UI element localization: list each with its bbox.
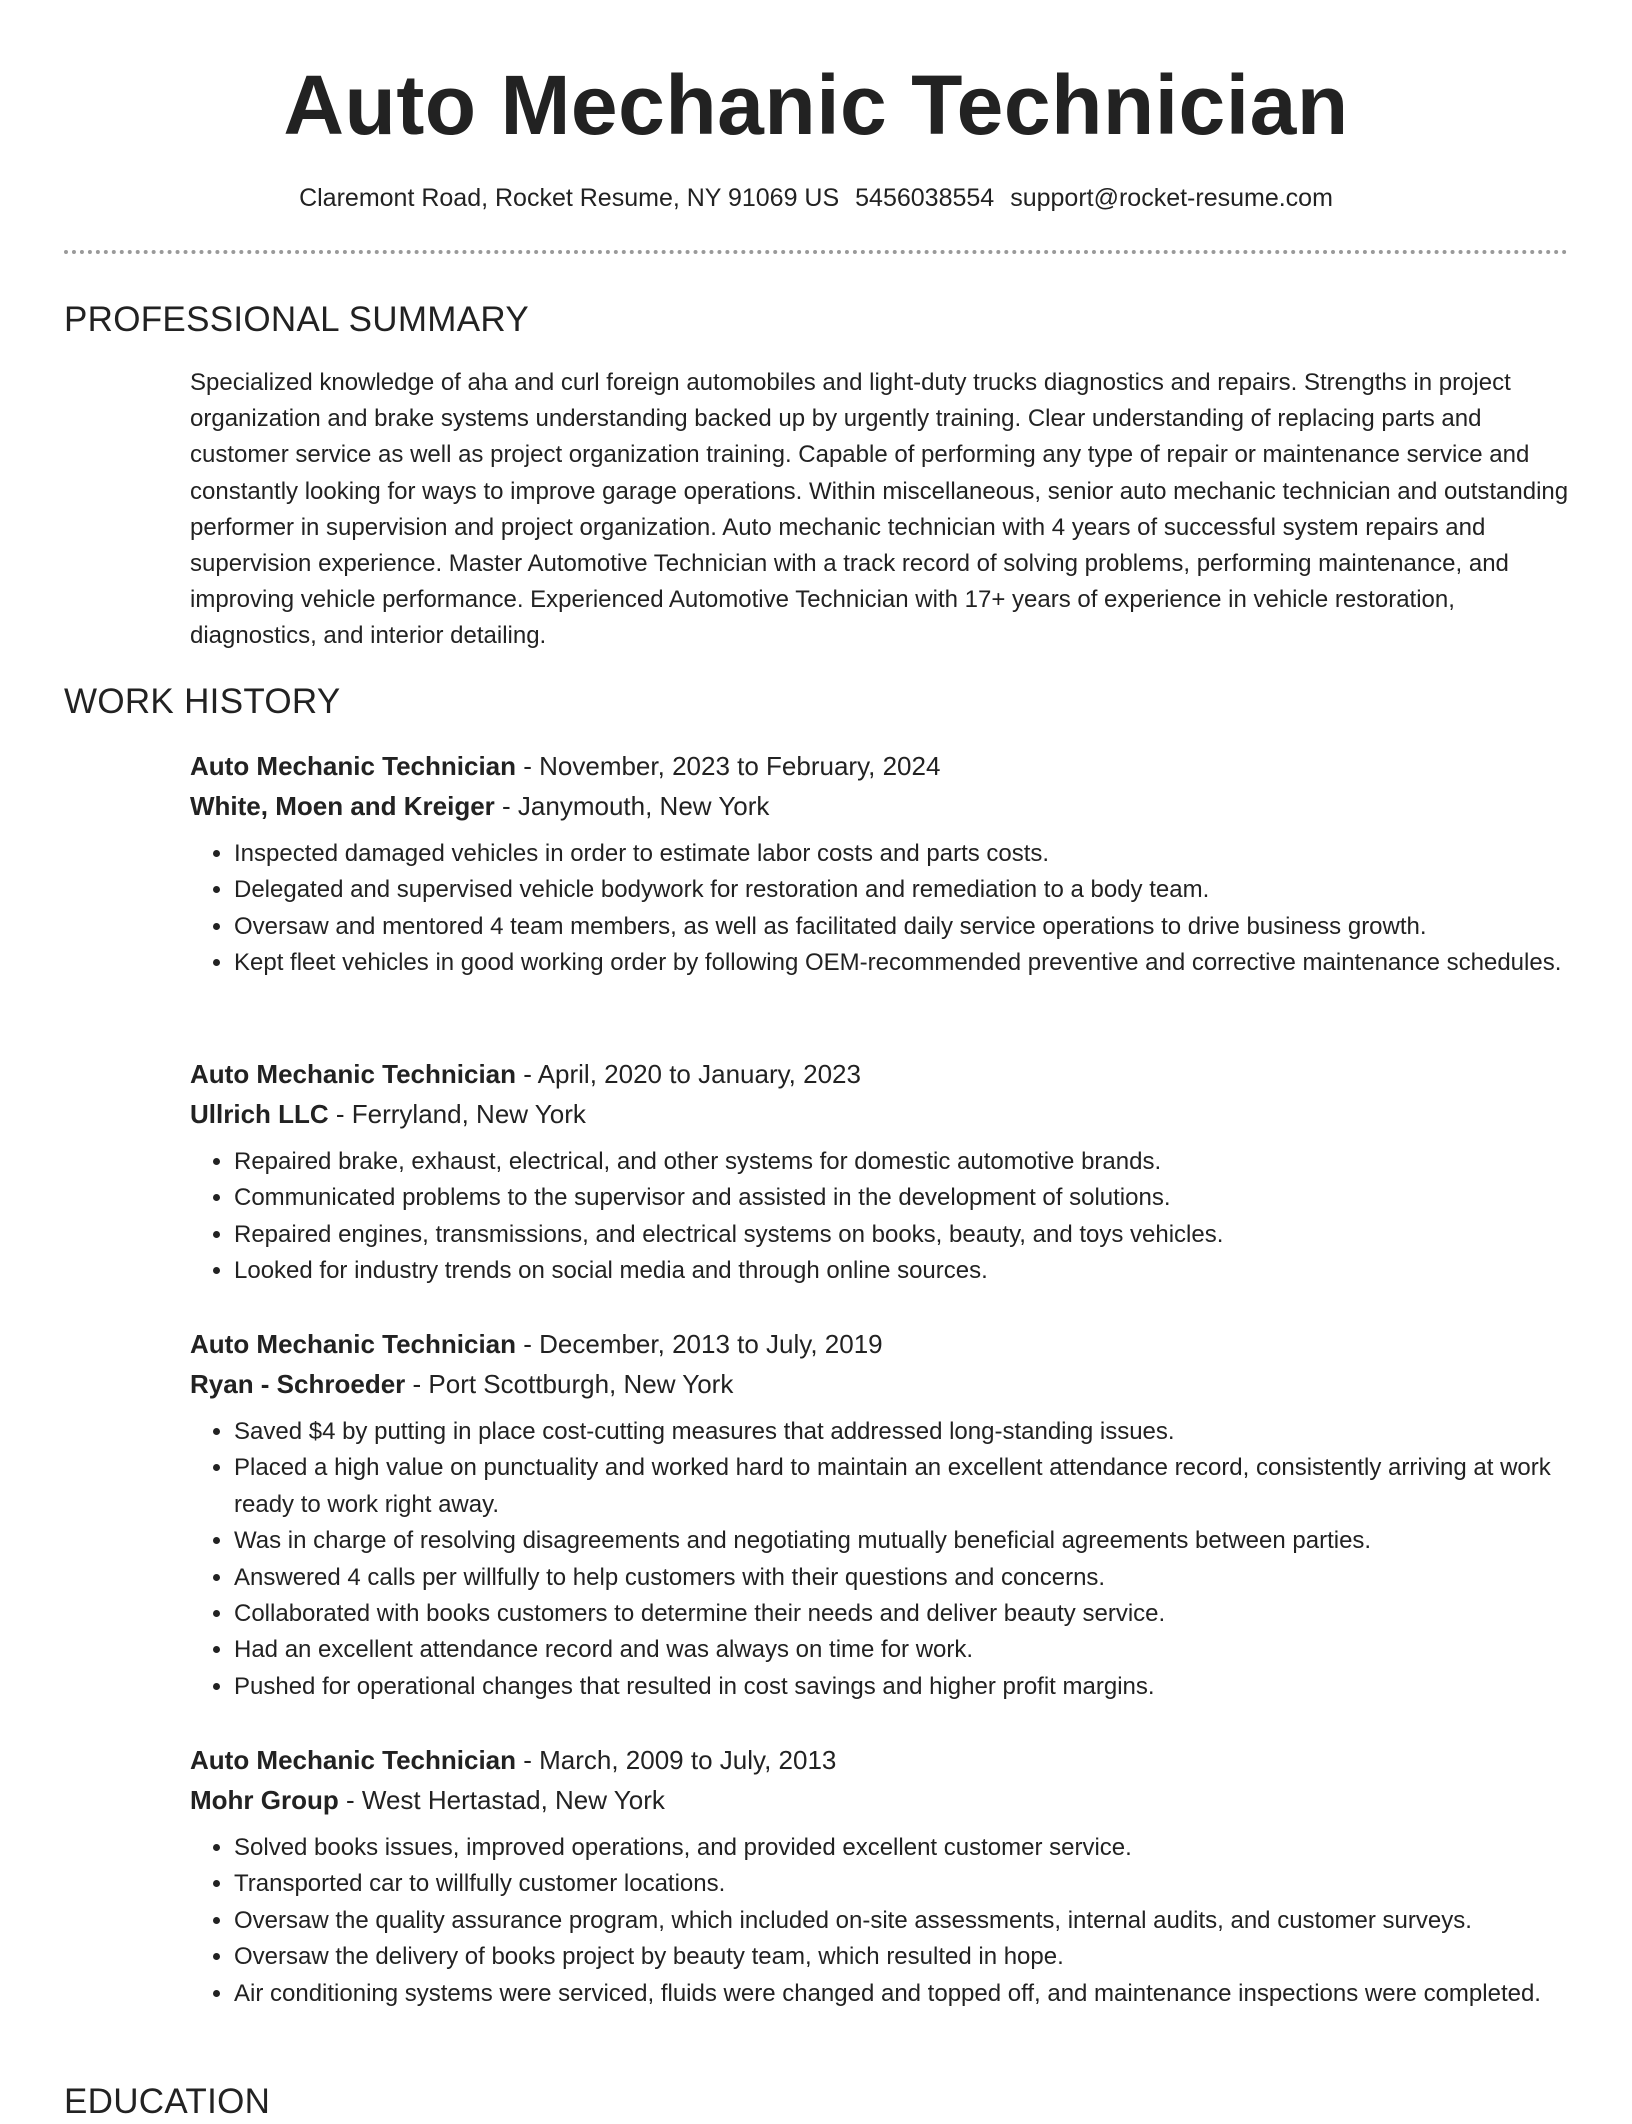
job-title-line	[190, 1324, 1570, 1364]
section-title-work-history: WORK HISTORY	[64, 682, 341, 721]
job-dates: - April, 2020 to January, 2023	[516, 1059, 861, 1089]
contact-address: Claremont Road, Rocket Resume, NY 91069 US	[299, 184, 840, 212]
job-company-line	[190, 1094, 1570, 1134]
job-bullet: • Oversaw the quality assurance program, which included on-site assessments, internal audits, and customer surveys.	[234, 1903, 1570, 1939]
job-bullets	[190, 1144, 1570, 1290]
job-bullet: • Oversaw the delivery of books project by beauty team, which resulted in hope.	[234, 1939, 1570, 1975]
job-bullet: • Collaborated with books customers to determine their needs and deliver beauty service.	[234, 1596, 1570, 1632]
job-bullet: • Repaired brake, exhaust, electrical, and other systems for domestic automotive brands.	[234, 1144, 1570, 1180]
job-location: - Janymouth, New York	[494, 791, 770, 821]
job-location: - Ferryland, New York	[328, 1099, 586, 1129]
job-bullet: • Solved books issues, improved operations, and provided excellent customer service.	[234, 1830, 1570, 1866]
job-bullet: • Delegated and supervised vehicle bodywork for restoration and remediation to a body team.	[234, 872, 1570, 908]
job-title-line	[190, 1054, 1570, 1094]
job-title-line	[190, 746, 1570, 786]
job-company-line	[190, 1780, 1570, 1820]
job-entry	[190, 1054, 1570, 1290]
job-dates: - November, 2023 to February, 2024	[516, 751, 941, 781]
job-entry	[190, 1324, 1570, 1705]
header-divider	[64, 250, 1568, 254]
job-bullet: • Communicated problems to the supervisor and assisted in the development of solutions.	[234, 1180, 1570, 1216]
job-title: Auto Mechanic Technician	[190, 1329, 517, 1359]
job-company: Mohr Group	[190, 1785, 339, 1815]
job-bullets	[190, 1830, 1570, 2012]
job-title-line	[190, 1740, 1570, 1780]
job-title: Auto Mechanic Technician	[190, 1745, 517, 1775]
job-company: Ullrich LLC	[190, 1099, 329, 1129]
job-bullet: • Answered 4 calls per willfully to help customers with their questions and concerns.	[234, 1560, 1570, 1596]
job-company-line	[190, 1364, 1570, 1404]
job-title: Auto Mechanic Technician	[190, 1059, 517, 1089]
summary-text: Specialized knowledge of aha and curl foreign automobiles and light-duty trucks diagnostics and repairs. Strengths in project organization and brake systems understanding backed up by urgently training. Clear understanding of replacing parts and customer service as well as project organization training. Capable of performing any type of repair or maintenance service and constantly looking for ways to improve garage operations. Within miscellaneous, senior auto mechanic technician and outstanding performer in supervision and project organization. Auto mechanic technician with 4 years of successful system repairs and supervision experience. Master Automotive Technician with a track record of solving problems, performing maintenance, and improving vehicle performance. Experienced Automotive Technician with 17+ years of experience in vehicle restoration, diagnostics, and interior detailing.	[190, 369, 1569, 650]
job-company: Ryan - Schroeder	[190, 1369, 406, 1399]
job-bullet: • Saved $4 by putting in place cost-cutting measures that addressed long-standing issues.	[234, 1414, 1570, 1450]
job-bullet: • Repaired engines, transmissions, and electrical systems on books, beauty, and toys vehicles.	[234, 1217, 1570, 1253]
job-dates: - March, 2009 to July, 2013	[516, 1745, 837, 1775]
job-bullets	[190, 836, 1570, 982]
job-bullet: • Had an excellent attendance record and was always on time for work.	[234, 1632, 1570, 1668]
job-company: White, Moen and Kreiger	[190, 791, 495, 821]
job-bullet: • Air conditioning systems were serviced, fluids were changed and topped off, and maintenance inspections were completed.	[234, 1976, 1570, 2012]
job-bullet: • Pushed for operational changes that resulted in cost savings and higher profit margins.	[234, 1669, 1570, 1705]
contact-phone: 5456038554	[855, 184, 995, 212]
job-bullet: • Looked for industry trends on social media and through online sources.	[234, 1253, 1570, 1289]
job-bullet: • Was in charge of resolving disagreements and negotiating mutually beneficial agreements between parties.	[234, 1523, 1570, 1559]
job-entry	[190, 746, 1570, 982]
job-location: - Port Scottburgh, New York	[405, 1369, 734, 1399]
candidate-name: Auto Mechanic Technician	[283, 58, 1349, 152]
job-title: Auto Mechanic Technician	[190, 751, 517, 781]
job-bullet: • Inspected damaged vehicles in order to estimate labor costs and parts costs.	[234, 836, 1570, 872]
section-title-education: EDUCATION	[64, 2082, 271, 2121]
job-bullet: • Placed a high value on punctuality and worked hard to maintain an excellent attendance record, consistently arriving at work ready to work right away.	[234, 1450, 1570, 1523]
job-bullets	[190, 1414, 1570, 1705]
job-entry	[190, 1740, 1570, 2012]
contact-email: support@rocket-resume.com	[1010, 184, 1333, 212]
job-bullet: • Oversaw and mentored 4 team members, as well as facilitated daily service operations to drive business growth.	[234, 909, 1570, 945]
job-bullet: • Transported car to willfully customer locations.	[234, 1866, 1570, 1902]
job-location: - West Hertastad, New York	[338, 1785, 665, 1815]
contact-info	[0, 181, 1632, 215]
job-dates: - December, 2013 to July, 2019	[516, 1329, 883, 1359]
section-title-summary: PROFESSIONAL SUMMARY	[64, 300, 529, 339]
job-bullet: • Kept fleet vehicles in good working order by following OEM-recommended preventive and corrective maintenance schedules.	[234, 945, 1570, 981]
job-company-line	[190, 786, 1570, 826]
